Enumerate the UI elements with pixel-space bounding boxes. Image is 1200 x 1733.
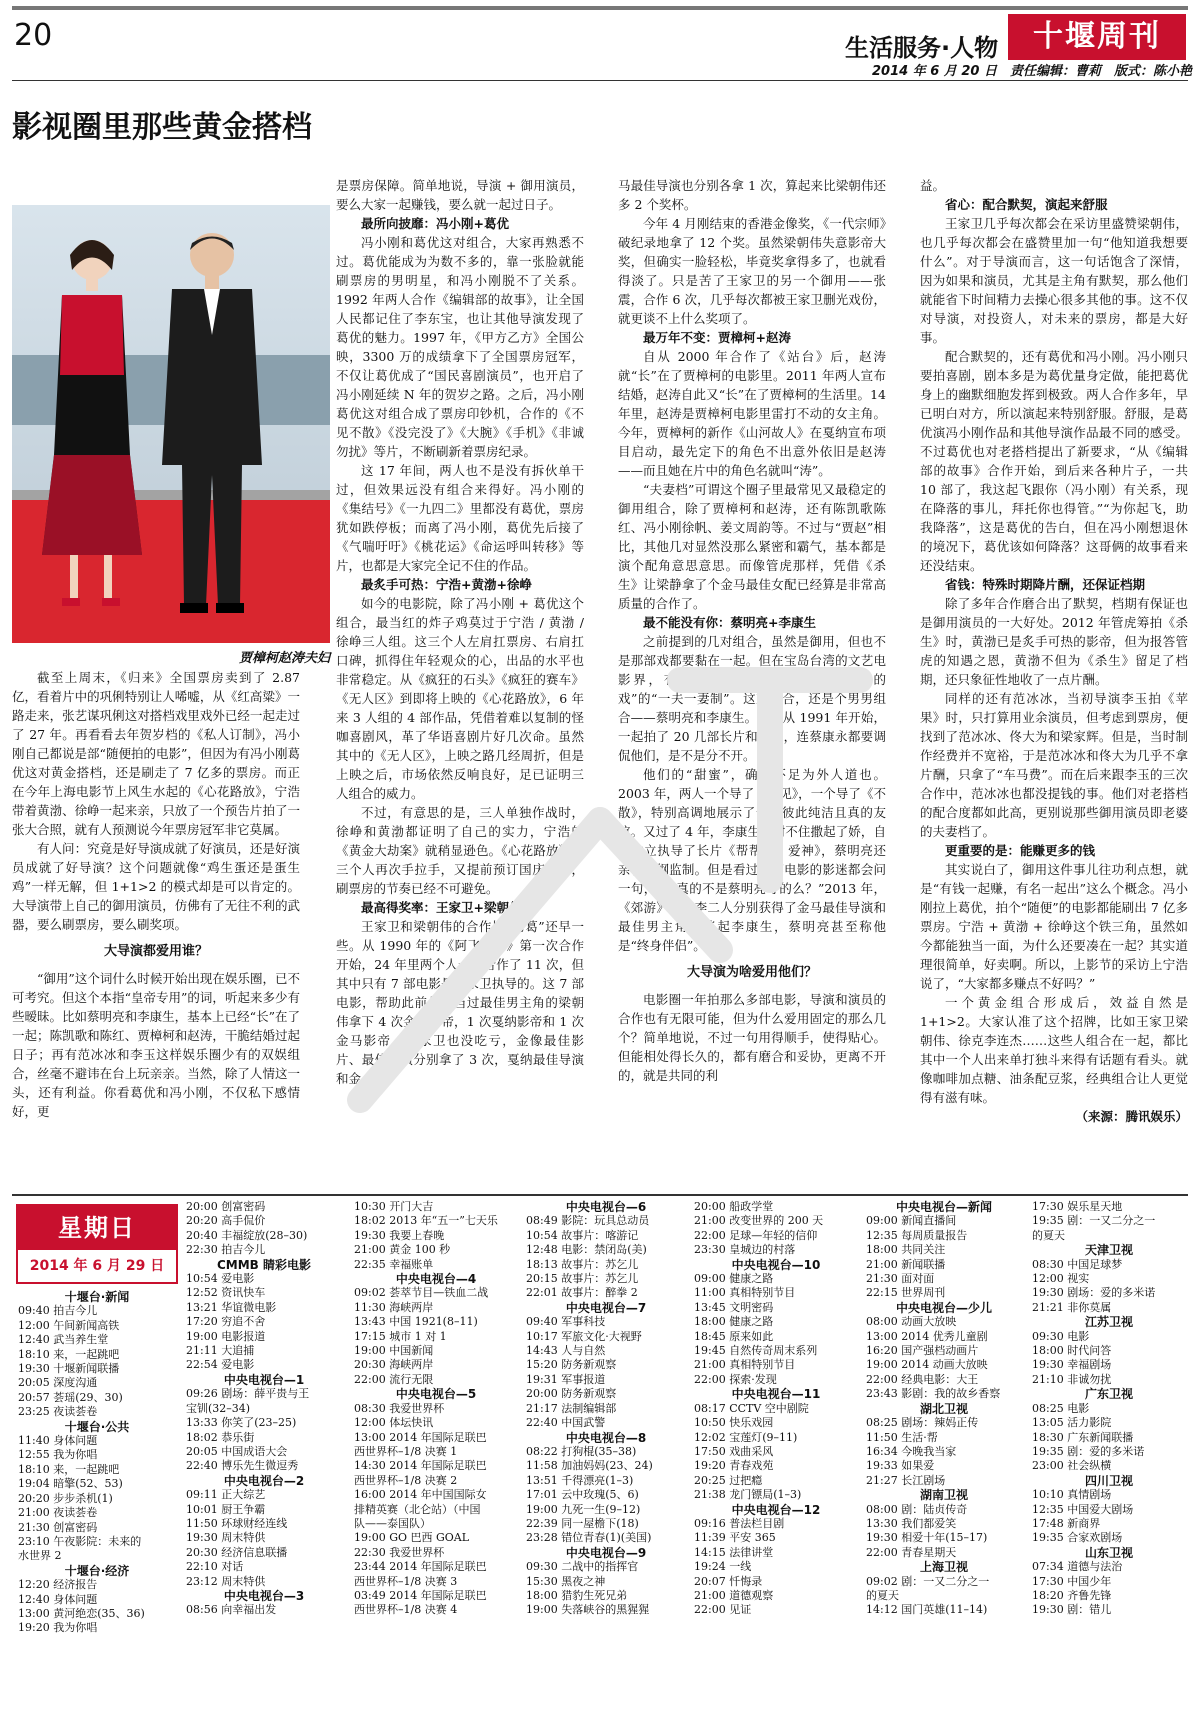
paragraph: 配合默契的，还有葛优和冯小刚。冯小刚只要拍喜剧，剧本多是为葛优量身定做，能把葛优身上的幽默细胞发挥到极致。两人合作多年，早已明白对方，所以演起来特别舒服。舒服，是葛优演冯小刚作品和其他导演作品最不同的感受。不过葛优也对老搭档提出了新要求，“从《编辑部的故事》合作开始，到后来各种片子，一共 10 部了，我这起飞跟你（冯小刚）有关系，现在降落的事儿，拜托你也得管。”“为你起飞，助我降落”，这是葛优的告白，但在冯小刚想退休的境况下，葛优该如何降落？这哥俩的故事看来还没结束。 (920, 349, 1188, 573)
channel-heading: 山东卫视 (1084, 1545, 1133, 1560)
channel-heading: 湖北卫视 (919, 1401, 968, 1416)
program-listing: 22:00 探索·发现 (694, 1372, 777, 1386)
program-listing: 17:48 新商界 (1032, 1516, 1101, 1530)
channel-heading: 中央电视台—1 (223, 1372, 305, 1387)
tv-column-1 (16, 1290, 178, 1636)
program-listing: 11:58 加油妈妈(23、24) (526, 1459, 653, 1473)
program-listing: 14:43 人与自然 (526, 1344, 606, 1358)
channel-heading: 中央电视台—7 (565, 1300, 647, 1315)
program-listing: 09:11 正大综艺 (186, 1488, 266, 1502)
program-listing: 13:43 中国 1921(8–11) (354, 1315, 478, 1329)
program-listing: 13:00 黄河绝恋(35、36) (18, 1606, 145, 1620)
program-listing: 15:20 防务新观察 (526, 1358, 617, 1372)
date-editor-line: 2014 年 6 月 20 日 责任编辑：曹莉 版式：陈小艳 (872, 64, 1192, 79)
program-listing: 10:54 爱电影 (186, 1272, 255, 1286)
paragraph: 自从 2000 年合作了《站台》后，赵涛就“长”在了贾樟柯的电影里。2011 年两人宣布结婚，赵涛自此又“长”在了贾樟柯的生活里。14 年里，赵涛是贾樟柯电影里雷打不动的女主角。今年，贾樟柯的新作《山河故人》在戛纳宣布项目启动，最先定下的角色不出意外依旧是赵涛——而且她在片中的角色名就叫“涛”。 (618, 349, 886, 478)
program-listing: 16:34 今晚我当家 (866, 1444, 957, 1458)
program-listing: 23:44 2014 年国际足联巴 (354, 1560, 487, 1574)
program-listing: 12:35 中国爱大剧场 (1032, 1502, 1134, 1516)
article-headline: 影视圈里那些黄金搭档 (12, 110, 312, 145)
article-column-3 (618, 176, 886, 1085)
program-listing: 21:17 法制编辑部 (526, 1401, 617, 1415)
paragraph: 是票房保障。简单地说，导演 + 御用演员，要么大家一起赚钱，要么就一起过日子。 (336, 178, 584, 212)
program-listing: 16:00 2014 年中国国际女 (354, 1488, 487, 1502)
sub-heading: 最炙手可热：宁浩+黄渤+徐峥 (361, 577, 532, 592)
paragraph: 有人问：究竟是好导演成就了好演员，还是好演员成就了好导演？这个问题就像“鸡生蛋还是蛋生鸡”一样无解，但 1+1>2 的模式却是可以肯定的。大导演带上自己的御用演员，仿佛有了无往不利的武器，要么刷票房，要么刷奖项。 (12, 841, 300, 932)
paragraph: 王家卫和梁朝伟的合作比“冯葛”还早一些。从 1990 年的《阿飞正传》第一次合作开始，24 年里两个人一共合作了 11 次，但其中只有 7 部电影是王家卫执导的。这 7 部电影，帮助此前从没当过最佳男主角的梁朝伟拿下 4 次金像影帝，1 次戛纳影帝和 1 次金马影帝。王家卫也没吃亏，金像最佳影片、最佳导演分别拿了 3 次，戛纳最佳导演和金 (336, 919, 584, 1086)
program-listing: 18:02 2013 年“五一”七天乐 (354, 1214, 498, 1228)
channel-heading: 十堰台·经济 (64, 1563, 130, 1578)
program-listing: 20:20 步步杀机(1) (18, 1491, 113, 1505)
program-listing: 20:57 荟瑶(29、30) (18, 1390, 123, 1404)
program-listing: 17:01 云中玫瑰(5、6) (526, 1488, 639, 1502)
paragraph: 一个黄金组合形成后，效益自然是 1+1>2。大家认准了这个招牌，比如王家卫梁朝伟、徐克李连杰……这些人组合在一起，都比其中一个人出来单打独斗来得有话题有看头。就像咖啡加点糖、油条配豆浆，经典组合让人更觉得有滋有味。 (920, 995, 1188, 1105)
program-listing: 22:15 世界周刊 (866, 1286, 946, 1300)
paragraph: 之前提到的几对组合，虽然是御用，但也不是那部戏都要黏在一起。但在宝岛台湾的文艺电影界，有一对组合堪称“我只拍 / 导你的戏”的“一夫一妻制”。这对组合，还是个男男组合——蔡明亮和李康生。两人从 1991 年开始，一起拍了 20 几部长片和短片，连蔡康永都要调侃他们，是不是分不开。 (618, 634, 886, 763)
program-listing: 19:30 我要上春晚 (354, 1228, 445, 1242)
program-listing: 18:00 健康之路 (694, 1315, 774, 1329)
channel-heading: 上海卫视 (919, 1560, 968, 1575)
paragraph: 他们的“甜蜜”，确实不足为外人道也。2003 年，两人一个导了《不见》，一个导了《不散》，特别高调地展示了一下彼此纯洁且真的友谊。又过了 4 年，李康生又耐不住撒起了娇，自己独立执导了长片《帮帮我，爱神》，蔡明亮还亲自担纲监制。但是看过这部电影的影迷都会问一句，“这真的不是蔡明亮导的么？”2013 年，《郊游》让蔡李二人分别获得了金马最佳导演和最佳男主角，谈起李康生，蔡明亮甚至称他是“终身伴侣”。 (618, 767, 886, 953)
section-title: 生活服务·人物 (845, 34, 999, 62)
program-listing: 19:00 电影报道 (186, 1329, 266, 1343)
program-listing: 21:00 夜读荟卷 (18, 1506, 98, 1520)
paragraph: “夫妻档”可谓这个圈子里最常见又最稳定的御用组合，除了贾樟柯和赵涛，还有陈凯歌陈红、冯小刚徐帆、姜文周韵等。不过与“贾赵”相比，其他几对显然没那么紧密和霸气，基本都是演个配角意思意思。而像管虎那样，凭借《杀生》让梁静拿了个金马最佳女配已经算是非常高质量的合作了。 (618, 482, 886, 611)
channel-heading: 十堰台·公共 (64, 1419, 130, 1434)
program-listing: 12:35 每周质量报告 (866, 1228, 968, 1242)
paragraph: 不过，有意思的是，三人单独作战时，徐峥和黄渤都证明了自己的实力，宁浩的《黄金大劫案》就稍显逊色。《心花路放》让三个人再次手拉手，又提前预订国庆档期，刷票房的节奏已经不可避免。 (336, 805, 584, 896)
program-listing: 08:30 我爱世界杯 (354, 1401, 445, 1415)
program-listing: 西世界杯–1/8 决赛 2 (354, 1473, 458, 1487)
program-listing: 09:00 新闻直播间 (866, 1214, 957, 1228)
channel-heading: 十堰台·新闻 (64, 1290, 130, 1304)
program-listing: 21:00 新闻联播 (866, 1257, 946, 1271)
program-listing: 20:40 丰福绽放(28–30) (186, 1228, 308, 1242)
program-listing: 12:20 经济报告 (18, 1578, 98, 1592)
program-listing: 22:00 青春星期天 (866, 1545, 957, 1559)
paragraph: 截至上周末，《归来》全国票房卖到了 2.87 亿，看着片中的巩俐特别让人唏嘘，从《红高粱》一路走来，张艺谋巩俐这对搭档戏里戏外已经一起走过了 27 年。再看看去年贺岁档的《私人订制》，冯小刚自己都说是部“随便拍的电影”，但因为有冯小刚葛优这对黄金搭档，还是刷走了 7 亿多的票房。而正在今年上海电影节上风生水起的《心花路放》，宁浩带着黄渤、徐峥一起来亲，只放了一个预告片拍了一张大合照，就有人预测说今年票房冠军非它莫属。 (12, 670, 300, 837)
program-listing: 21:38 龙门镖局(1–3) (694, 1488, 802, 1502)
program-listing: 19:00 中国新闻 (354, 1344, 434, 1358)
paragraph: 其实说白了，御用这件事儿往功利点想，就是“有钱一起赚，有名一起出”这么个概念。冯小刚拉上葛优，拍个“随便”的电影都能刷出 7 亿多票房。宁浩 + 黄渤 + 徐峥这个铁三角，虽然如今都能独当一面，为什么还要凑在一起？其实道理很简单，好卖啊。所以，上影节的采访上宁浩说了，“大家都多赚点不好吗？” (920, 862, 1188, 991)
program-listing: 22:35 幸福账单 (354, 1257, 434, 1271)
section-heading: 大导演为啥爱用他们？ (686, 965, 817, 980)
program-listing: 22:00 见证 (694, 1603, 752, 1617)
sub-heading: 最所向披靡：冯小刚+葛优 (361, 216, 509, 231)
tv-column-2 (184, 1200, 344, 1618)
channel-heading: 中央电视台—6 (565, 1200, 647, 1214)
program-listing: 20:00 防务新观察 (526, 1387, 617, 1401)
program-listing: 18:00 猎豹生死兄弟 (526, 1588, 628, 1602)
source-credit: （来源：腾讯娱乐） (1075, 1109, 1188, 1124)
program-listing: 09:30 二战中的指挥官 (526, 1560, 639, 1574)
channel-heading: 中央电视台—5 (395, 1387, 477, 1402)
top-rule (12, 6, 1188, 10)
program-listing: 23:43 影剧：我的故乡香察 (866, 1387, 1001, 1401)
couple-photo-illustration (12, 205, 330, 643)
tv-column-3 (352, 1200, 520, 1618)
program-listing: 09:40 军事科技 (526, 1315, 606, 1329)
program-listing: 13:21 华谊微电影 (186, 1300, 277, 1314)
program-listing: 19:35 剧：一又二分之一 (1032, 1214, 1156, 1228)
program-listing: 12:00 体坛快讯 (354, 1416, 434, 1430)
program-listing: 19:30 十堰新闻联播 (18, 1362, 120, 1376)
sub-heading: 最不能没有你：蔡明亮+李康生 (643, 615, 816, 630)
program-listing: 22:00 流行无限 (354, 1372, 434, 1386)
program-listing: 20:25 过把瘾 (694, 1473, 763, 1487)
channel-heading: 江苏卫视 (1084, 1315, 1133, 1330)
couple-photo (12, 205, 330, 643)
program-listing: 西世界杯–1/8 决赛 1 (354, 1444, 458, 1458)
program-listing: 20:00 船政学堂 (694, 1200, 774, 1213)
program-listing: 22:54 爱电影 (186, 1358, 255, 1372)
program-listing: 19:00 九死一生(9–12) (526, 1502, 641, 1516)
program-listing: 08:00 动画大放映 (866, 1315, 957, 1329)
program-listing: 20:00 创富密码 (186, 1200, 266, 1213)
program-listing: 07:34 道德与法治 (1032, 1560, 1123, 1574)
program-listing: 17:30 中国少年 (1032, 1574, 1112, 1588)
tv-column-7 (1030, 1200, 1188, 1618)
program-listing: 21:10 非诚勿扰 (1032, 1372, 1112, 1386)
program-listing: 的夏天 (1032, 1228, 1065, 1242)
article-column-2 (336, 176, 584, 1088)
channel-heading: 湖南卫视 (919, 1488, 968, 1503)
program-listing: 20:30 经济信息联播 (186, 1545, 288, 1559)
paragraph: 电影圈一年拍那么多部电影，导演和演员的合作也有无限可能，但为什么爱用固定的那么几个？简单地说，不过一句用得顺手，使得贴心。但能相处得长久的，都有磨合和妥协，更离不开的，就是共同的利 (618, 992, 886, 1083)
program-listing: 19:30 幸福剧场 (1032, 1358, 1112, 1372)
program-listing: 12:40 身体问题 (18, 1592, 98, 1606)
channel-heading: 中央电视台—8 (565, 1430, 647, 1445)
program-listing: 23:25 夜读荟卷 (18, 1405, 98, 1419)
program-listing: 21:21 非你莫属 (1032, 1300, 1112, 1314)
program-listing: 18:00 共同关注 (866, 1243, 946, 1257)
program-listing: 10:01 厨王争霸 (186, 1502, 266, 1516)
section-heading: 大导演都爱用谁？ (103, 944, 208, 959)
program-listing: 20:05 中国成语大会 (186, 1444, 288, 1458)
program-listing: 22:39 同一屋檐下(18) (526, 1516, 639, 1530)
program-listing: 23:12 周末特供 (186, 1574, 266, 1588)
program-listing: 12:52 资讯快车 (186, 1286, 266, 1300)
sub-heading: 更重要的是：能赚更多的钱 (945, 843, 1096, 858)
program-listing: 17:20 穷追不舍 (186, 1315, 266, 1329)
paragraph: 王家卫几乎每次都会在采访里盛赞梁朝伟，也几乎每次都会在盛赞里加一句“他知道我想要什么”。对于导演而言，这一句话饱含了深情，因为如果和演员，尤其是主角有默契，那么他们就能省下时间精力去操心很多其他的事。这不仅对导演，对投资人，对未来的票房，都是大好事。 (920, 216, 1188, 345)
channel-heading: 四川卫视 (1084, 1473, 1133, 1488)
program-listing: 22:10 对话 (186, 1560, 244, 1574)
program-listing: 20:30 海峡两岸 (354, 1358, 434, 1372)
photo-caption: 贾樟柯赵涛夫妇 (238, 651, 330, 666)
program-listing: 11:50 生活·帮 (866, 1430, 938, 1444)
program-listing: 19:00 GO 巴西 GOAL (354, 1531, 470, 1545)
program-listing: 10:17 军旅文化·大视野 (526, 1329, 642, 1343)
channel-heading: 天津卫视 (1084, 1243, 1133, 1258)
program-listing: 14:15 法律讲堂 (694, 1545, 774, 1559)
program-listing: 18:10 来，一起跳吧 (18, 1347, 120, 1361)
channel-heading: 中央电视台—新闻 (895, 1200, 992, 1214)
program-listing: 18:13 故事片：苏乞儿 (526, 1257, 639, 1271)
program-listing: 23:30 皇城边的村落 (694, 1243, 796, 1257)
program-listing: 19:24 一线 (694, 1560, 752, 1574)
program-listing: 14:30 2014 年国际足联巴 (354, 1459, 487, 1473)
sub-heading: 最高得奖率：王家卫+梁朝伟 (361, 900, 522, 915)
channel-heading: 中央电视台—10 (731, 1257, 821, 1272)
program-listing: 10:50 快乐戏园 (694, 1416, 774, 1430)
sub-heading: 最万年不变：贾樟柯+赵涛 (643, 330, 791, 345)
program-listing: 的夏天 (866, 1588, 899, 1602)
program-listing: 10:10 真情剧场 (1032, 1488, 1112, 1502)
channel-heading: 中央电视台—9 (565, 1545, 647, 1560)
program-listing: 21:11 大追捕 (186, 1344, 255, 1358)
channel-heading: 中央电视台—11 (731, 1387, 821, 1402)
program-listing: 08:30 中国足球梦 (1032, 1257, 1123, 1271)
program-listing: 12:02 宝莲灯(9–11) (694, 1430, 798, 1444)
program-listing: 20:15 故事片：苏乞儿 (526, 1272, 639, 1286)
program-listing: 19:30 周末特供 (186, 1531, 266, 1545)
program-listing: 19:30 剧场：爱的多米诺 (1032, 1286, 1156, 1300)
program-listing: 21:00 改变世界的 200 天 (694, 1214, 824, 1228)
program-listing: 11:40 身体问题 (18, 1434, 98, 1448)
program-listing: 14:12 国门英雄(11–14) (866, 1603, 988, 1617)
channel-heading: 中央电视台—4 (395, 1272, 477, 1287)
paragraph: 除了多年合作磨合出了默契，档期有保证也是御用演员的一大好处。2012 年管虎筹拍《杀生》时，黄渤已是炙手可热的影帝，但为报答管虎的知遇之恩，黄渤不但为《杀生》留足了档期，还只象征性地收了一点片酬。 (920, 596, 1188, 687)
program-listing: 08:17 CCTV 空中剧院 (694, 1401, 809, 1415)
program-listing: 21:00 道德观察 (694, 1588, 774, 1602)
program-listing: 21:30 面对面 (866, 1272, 935, 1286)
program-listing: 22:01 故事片：醉拳 2 (526, 1286, 638, 1300)
paragraph: 冯小刚和葛优这对组合，大家再熟悉不过。葛优能成为为数不多的，靠一张脸就能刷票房的男明星，和冯小刚脱不了关系。1992 年两人合作《编辑部的故事》，让全国人民都记住了李东宝，也让其他导演发现了葛优的魅力。1997 年，《甲方乙方》全国公映，3300 万的成绩拿下了全国票房冠军，不仅让葛优成了“国民喜剧演员”，也开启了冯小刚延续 N 年的贺岁之路。之后，冯小刚葛优这对组合成了票房印钞机，合作的《不见不散》《没完没了》《大腕》《手机》《非诚勿扰》等片，不断刷新着票房纪录。 (336, 235, 584, 459)
program-listing: 19:00 失落峡谷的黑猩猩 (526, 1603, 650, 1617)
program-listing: 12:55 我为你唱 (18, 1448, 98, 1462)
channel-heading: 广东卫视 (1084, 1387, 1133, 1402)
tv-column-5 (692, 1200, 860, 1618)
program-listing: 队——泰国队） (354, 1516, 431, 1530)
program-listing: 12:00 视实 (1032, 1272, 1090, 1286)
program-listing: 19:00 2014 动画大放映 (866, 1358, 988, 1372)
program-listing: 18:45 原来如此 (694, 1329, 774, 1343)
program-listing: 20:05 深度沟通 (18, 1376, 98, 1390)
sub-heading: 省心：配合默契，演起来舒服 (945, 197, 1108, 212)
program-listing: 03:49 2014 年国际足联巴 (354, 1588, 487, 1602)
program-listing: 22:30 我爱世界杯 (354, 1545, 445, 1559)
header-rule (12, 80, 1188, 81)
program-listing: 09:26 剧场：薛平贵与王 (186, 1387, 310, 1401)
program-listing: 23:00 社会纵横 (1032, 1459, 1112, 1473)
program-listing: 19:35 剧：爱的多米诺 (1032, 1444, 1145, 1458)
tv-column-4 (524, 1200, 688, 1618)
program-listing: 水世界 2 (18, 1549, 62, 1563)
program-listing: 08:22 打狗棍(35–38) (526, 1444, 637, 1458)
article-column-1 (12, 668, 300, 1121)
program-listing: 13:30 我们都爱笑 (866, 1516, 957, 1530)
program-listing: 18:10 来，一起跳吧 (18, 1462, 120, 1476)
program-listing: 11:30 海峡两岸 (354, 1300, 434, 1314)
program-listing: 19:31 军事报道 (526, 1372, 606, 1386)
program-listing: 21:27 长江剧场 (866, 1473, 946, 1487)
channel-heading: CMMB 睛彩电影 (216, 1257, 311, 1272)
program-listing: 13:05 活力影院 (1032, 1416, 1112, 1430)
program-listing: 09:02 荟萃节目—铁血二战 (354, 1286, 489, 1300)
program-listing: 18:20 齐鲁先锋 (1032, 1588, 1112, 1602)
program-listing: 08:25 剧场：辣妈正传 (866, 1416, 979, 1430)
program-listing: 08:49 影院：玩具总动员 (526, 1214, 650, 1228)
program-listing: 09:02 剧：一又二分之一 (866, 1574, 990, 1588)
brand-masthead: 十堰周刊 (1008, 14, 1186, 60)
program-listing: 15:30 黑夜之神 (526, 1574, 606, 1588)
program-listing: 13:51 千得漂亮(1–3) (526, 1473, 634, 1487)
program-listing: 20:20 高手侃价 (186, 1214, 266, 1228)
program-listing: 12:48 电影：禁闭岛(美) (526, 1243, 647, 1257)
tv-date: 2014 年 6 月 29 日 (29, 1258, 165, 1274)
program-listing: 18:00 时代问答 (1032, 1344, 1112, 1358)
program-listing: 08:25 电影 (1032, 1401, 1090, 1415)
program-listing: 20:07 忏悔录 (694, 1574, 763, 1588)
channel-heading: 中央电视台—12 (731, 1502, 821, 1517)
program-listing: 08:00 剧：陆贞传奇 (866, 1502, 968, 1516)
page-number: 20 (14, 18, 53, 53)
program-listing: 17:30 娱乐星天地 (1032, 1200, 1123, 1213)
program-listing: 13:45 文明密码 (694, 1300, 774, 1314)
tv-schedule-heading (16, 1204, 178, 1284)
program-listing: 18:30 广东新闻联播 (1032, 1430, 1134, 1444)
program-listing: 21:30 创富密码 (18, 1520, 98, 1534)
program-listing: 09:40 拍吉今儿 (18, 1304, 98, 1318)
program-listing: 22:00 经典电影：大王 (866, 1372, 979, 1386)
program-listing: 西世界杯–1/8 决赛 3 (354, 1574, 458, 1588)
paragraph: 如今的电影院，除了冯小刚 + 葛优这个组合，最当红的炸子鸡莫过于宁浩 / 黄渤 / 徐峥三人组。这三个人左肩扛票房、右肩扛口碑，抓得住年轻观众的心，出品的水平也非常稳定。从《疯狂的石头》《疯狂的赛车》《无人区》到即将上映的《心花路放》，6 年来 3 人组的 4 部作品，凭借着难以复制的怪咖喜剧风，革了华语喜剧片好几次命。虽然其中的《无人区》，上映之路几经周折，但是上映之后，市场依然反响良好，足已证明三人组合的威力。 (336, 596, 584, 801)
program-listing: 18:02 恭乐街 (186, 1430, 255, 1444)
program-listing: 13:33 你笑了(23–25) (186, 1416, 297, 1430)
program-listing: 22:00 足球—年轻的信仰 (694, 1228, 818, 1242)
program-listing: 11:50 环球财经连线 (186, 1516, 288, 1530)
paragraph: 益。 (920, 178, 946, 193)
program-listing: 22:40 中国武警 (526, 1416, 606, 1430)
channel-heading: 中央电视台—少儿 (895, 1300, 992, 1315)
program-listing: 08:56 向幸福出发 (186, 1603, 277, 1617)
program-listing: 西世界杯–1/8 决赛 4 (354, 1603, 458, 1617)
tv-column-6 (864, 1200, 1024, 1618)
program-listing: 19:20 青春戏苑 (694, 1459, 774, 1473)
paragraph: 今年 4 月刚结束的香港金像奖，《一代宗师》破纪录地拿了 12 个奖。虽然梁朝伟失意影帝大奖，但确实一脸轻松，毕竟奖拿得多了，也就看得淡了。只是苦了王家卫的另一个御用——张震，合作 6 次，几乎每次都被王家卫删光戏份，就更谈不上什么奖项了。 (618, 216, 886, 326)
program-listing: 17:15 城市 1 对 1 (354, 1329, 447, 1343)
program-listing: 23:28 错位青春(1)(美国) (526, 1531, 652, 1545)
paragraph: “御用”这个词什么时候开始出现在娱乐圈，已不可考究。但这个本指“皇帝专用”的词，听起来多少有些暧昧。比如蔡明亮和李康生，基本上已经“长”在了一起；陈凯歌和陈红、贾樟柯和赵涛，干脆结婚过起日子；再有范冰冰和李玉这样娱乐圈少有的双娱组合，丝毫不避讳在台上玩亲亲。当然，除了人情这一头，还有利益。你看葛优和冯小刚，不仅私下感情好，更 (12, 971, 300, 1119)
program-listing: 13:00 2014 年国际足联巴 (354, 1430, 487, 1444)
program-listing: 排精英赛（北仑站）（中国 (354, 1502, 481, 1516)
program-listing: 09:16 普法栏目剧 (694, 1516, 785, 1530)
paragraph: 马最佳导演也分别各拿 1 次，算起来比梁朝伟还多 2 个奖杯。 (618, 178, 886, 212)
program-listing: 11:00 真相特别节目 (694, 1286, 796, 1300)
program-listing: 09:00 健康之路 (694, 1272, 774, 1286)
program-listing: 19:45 自然传奇周末系列 (694, 1344, 818, 1358)
program-listing: 19:30 相爱十年(15–17) (866, 1531, 988, 1545)
program-listing: 19:33 如果爱 (866, 1459, 935, 1473)
program-listing: 19:30 剧：错儿 (1032, 1603, 1112, 1617)
channel-heading: 中央电视台—2 (223, 1473, 305, 1488)
program-listing: 19:20 我为你唱 (18, 1621, 98, 1635)
tv-schedule-rule (12, 1194, 1188, 1196)
program-listing: 12:00 午间新闻高铁 (18, 1318, 120, 1332)
program-listing: 10:30 开门大吉 (354, 1200, 434, 1213)
program-listing: 22:30 拍吉今儿 (186, 1243, 266, 1257)
program-listing: 21:00 黄金 100 秒 (354, 1243, 451, 1257)
program-listing: 11:39 平安 365 (694, 1531, 776, 1545)
program-listing: 19:04 暗擎(52、53) (18, 1477, 123, 1491)
program-listing: 21:00 真相特别节目 (694, 1358, 796, 1372)
program-listing: 19:35 合家欢剧场 (1032, 1531, 1123, 1545)
program-listing: 09:30 电影 (1032, 1329, 1090, 1343)
program-listing: 宝钏(32–34) (186, 1401, 251, 1415)
program-listing: 17:50 戏曲采风 (694, 1444, 774, 1458)
program-listing: 10:54 故事片：喀游记 (526, 1228, 639, 1242)
article-column-4 (920, 176, 1188, 1126)
program-listing: 12:40 武当养生堂 (18, 1333, 109, 1347)
program-listing: 23:10 午夜影院：未来的 (18, 1534, 142, 1548)
program-listing: 16:20 国产强档动画片 (866, 1344, 979, 1358)
channel-heading: 中央电视台—3 (223, 1588, 305, 1603)
sub-heading: 省钱：特殊时期降片酬，还保证档期 (945, 577, 1146, 592)
paragraph: 这 17 年间，两人也不是没有拆伙单干过，但效果远没有组合来得好。冯小刚的《集结号》《一九四二》里都没有葛优，票房犹如跌停板；而离了冯小刚，葛优先后接了《气喘吁吁》《桃花运》《命运呼叫转移》等片，也都是大家完全记不住的作品。 (336, 463, 584, 573)
tv-day: 星期日 (18, 1206, 176, 1250)
program-listing: 22:40 博乐先生微逗秀 (186, 1459, 299, 1473)
paragraph: 同样的还有范冰冰，当初导演李玉拍《苹果》时，只打算用业余演员，但考虑到票房，便找到了范冰冰、佟大为和梁家辉。但是，当时制作经费并不宽裕，于是范冰冰和佟大为几乎不拿片酬，只拿了“车马费”。而在后来跟李玉的三次合作中，范冰冰也都没提钱的事。他们对老搭档的配合度都如此高，更别说那些御用演员即老婆的夫妻档了。 (920, 691, 1188, 839)
program-listing: 13:00 2014 优秀儿童剧 (866, 1329, 988, 1343)
